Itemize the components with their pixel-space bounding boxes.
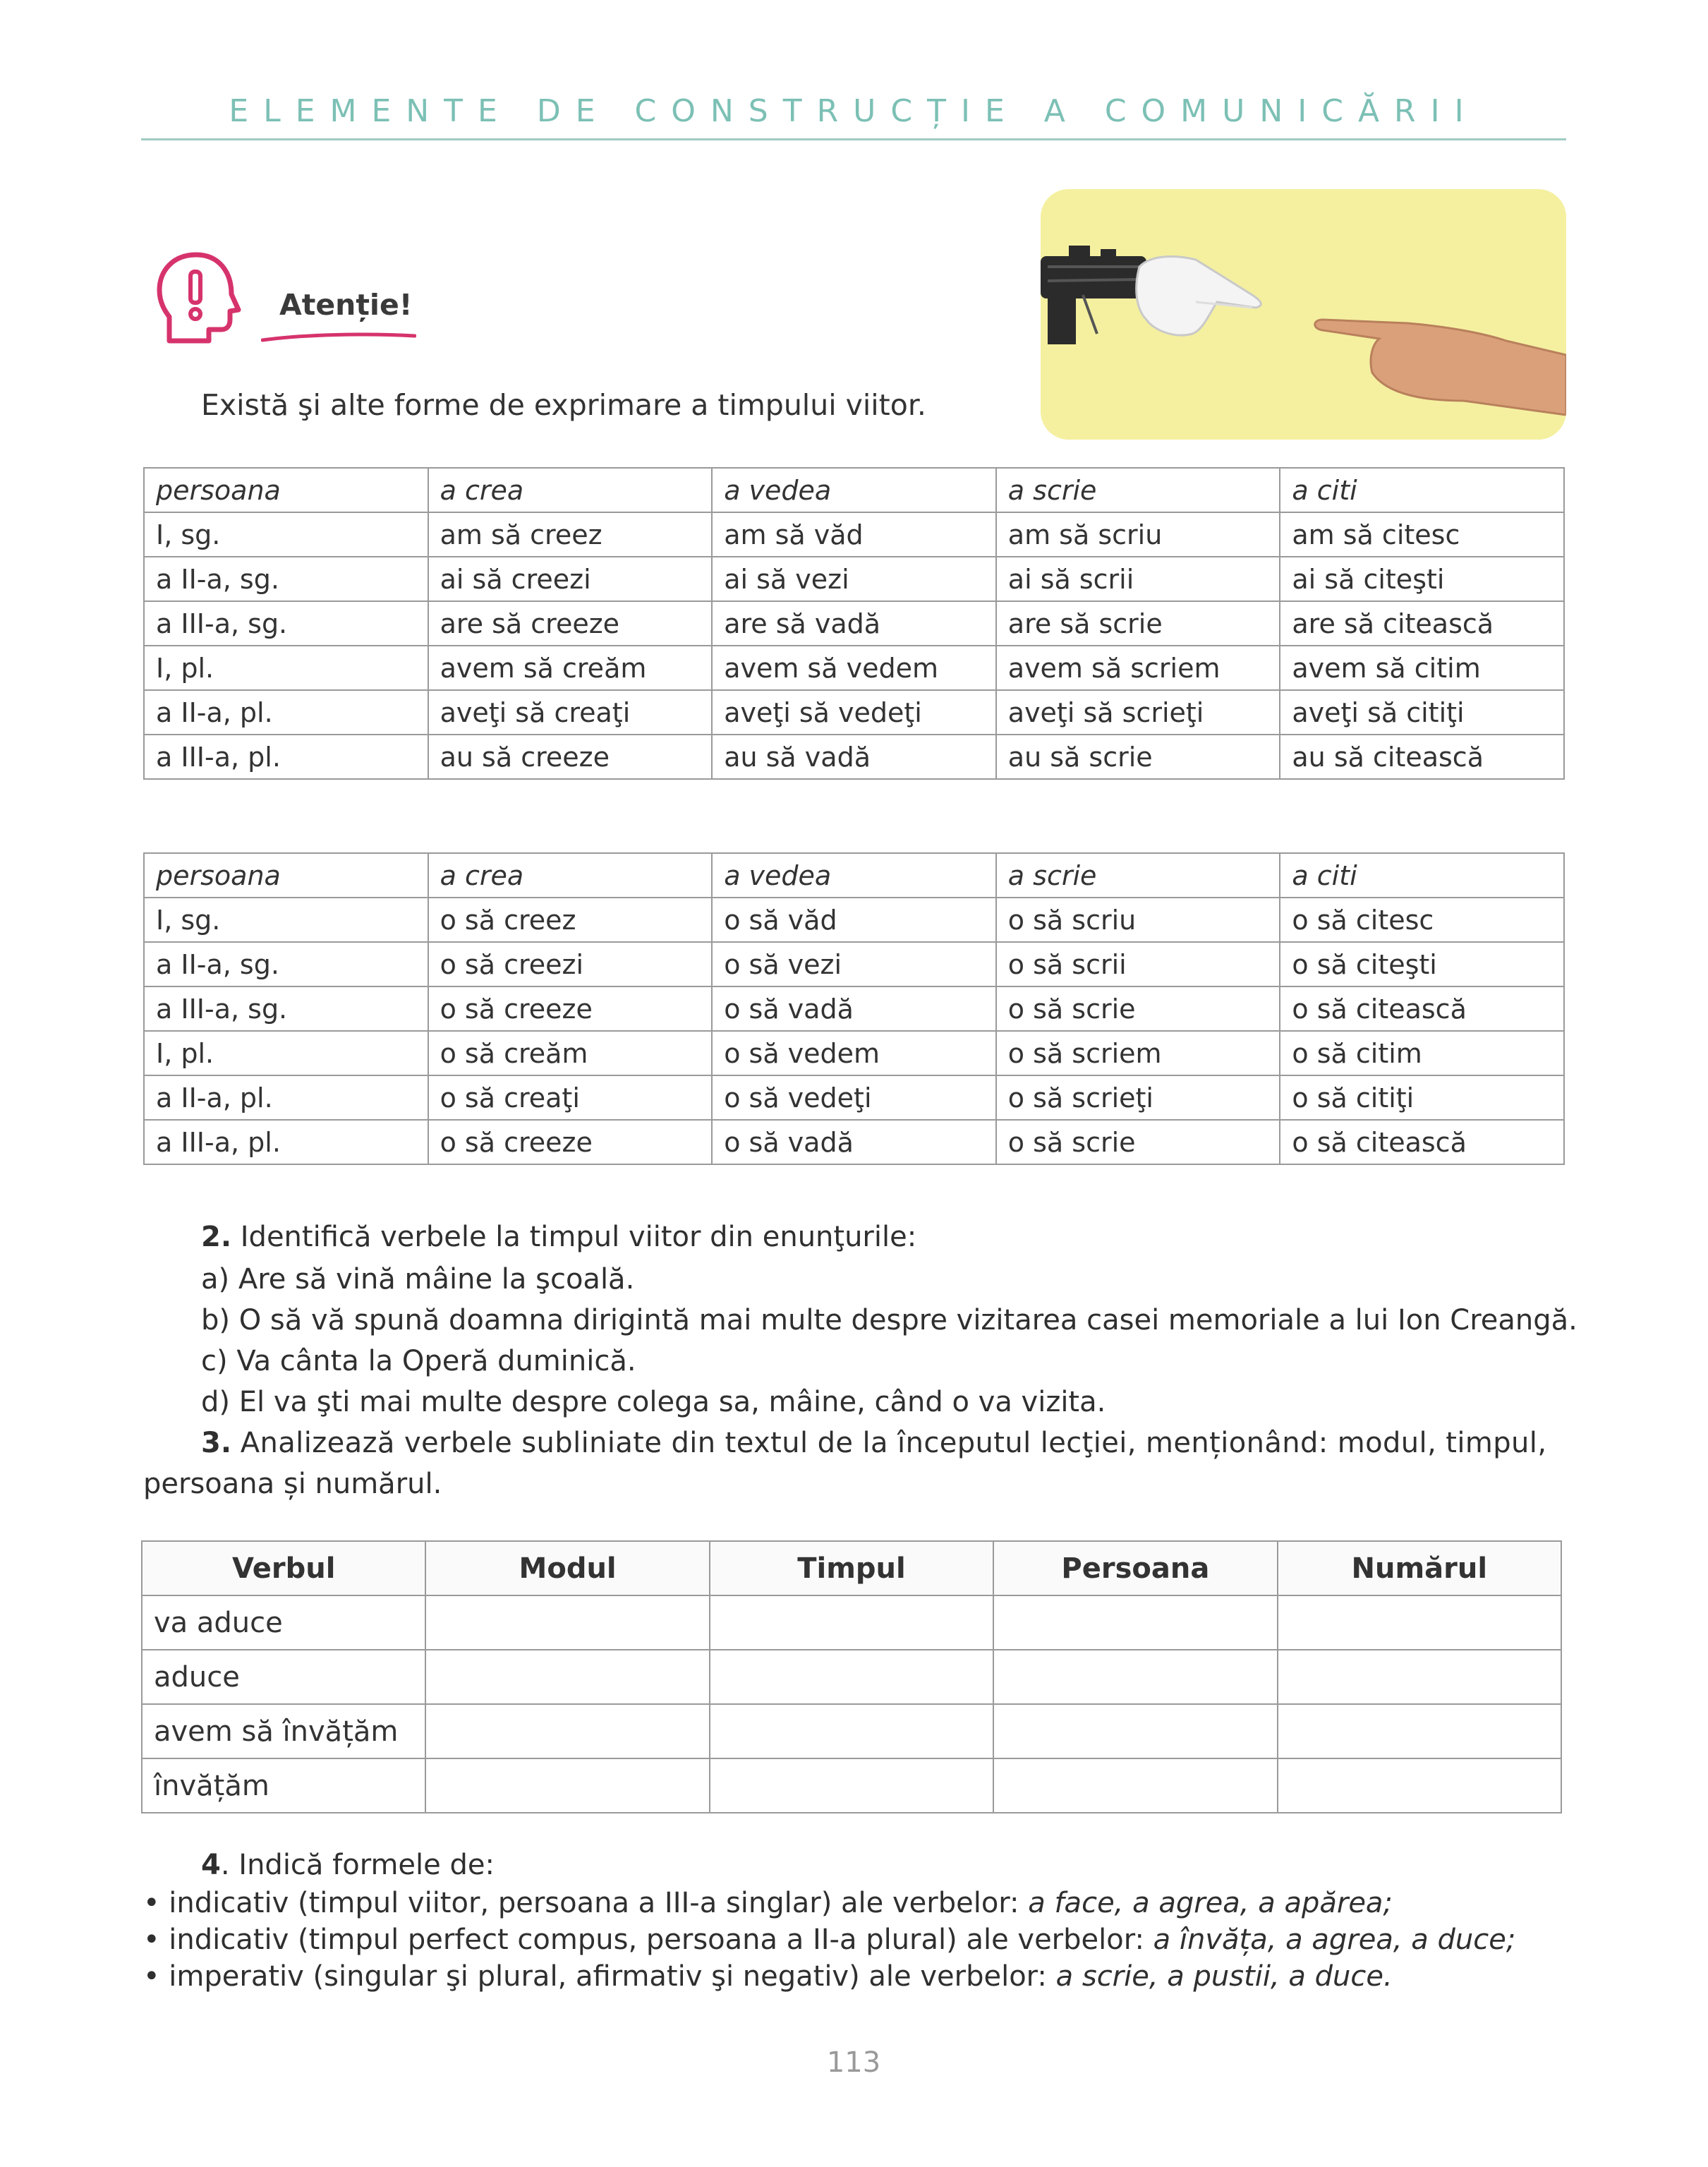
bullet-text: • indicativ (timpul perfect compus, persoana a II-a plural) ale verbelor: xyxy=(143,1924,1153,1956)
exercise-2-item-d: d) El va şti mai multe despre colega sa, mâine, când o va vizita. xyxy=(201,1386,1106,1418)
table-header-row xyxy=(144,468,1564,512)
table-header-row xyxy=(142,1541,1561,1595)
table-row xyxy=(144,601,1564,646)
table-cell: a III-a, sg. xyxy=(144,986,428,1031)
table-cell: I, pl. xyxy=(144,646,428,690)
table-cell: a II-a, pl. xyxy=(144,690,428,735)
answer-cell-tense[interactable] xyxy=(710,1704,993,1758)
table-cell: are să vadă xyxy=(712,601,996,646)
exercise-2-prompt xyxy=(201,1221,916,1253)
table-cell: a III-a, pl. xyxy=(144,1120,428,1164)
future-tense-table-avea xyxy=(143,467,1565,780)
table-cell: o să creeze xyxy=(428,986,713,1031)
table-header-cell: persoana xyxy=(144,468,428,512)
header-divider xyxy=(141,138,1566,140)
table-cell: aveţi să scrieţi xyxy=(996,690,1280,735)
bullet-verbs: a face, a agrea, a apărea; xyxy=(1028,1887,1393,1919)
table-row xyxy=(142,1758,1561,1813)
bullet-text: • imperativ (singular şi plural, afirmativ şi negativ) ale verbelor: xyxy=(143,1960,1056,1993)
table-header-cell: a vedea xyxy=(712,468,996,512)
table-header-cell: a vedea xyxy=(712,853,996,898)
table-cell: aveţi să citiţi xyxy=(1280,690,1564,735)
answer-cell-person[interactable] xyxy=(993,1650,1277,1704)
exercise-2-item-a: a) Are să vină mâine la şcoală. xyxy=(201,1263,635,1296)
table-cell: aveţi să vedeţi xyxy=(712,690,996,735)
answer-cell-number[interactable] xyxy=(1278,1595,1561,1650)
exercise-3-text-line1: Analizează verbele subliniate din textul de la începutul lecţiei, menționând: modul, timpul, xyxy=(240,1427,1547,1459)
table-header-cell: a crea xyxy=(428,853,713,898)
table-cell: a III-a, sg. xyxy=(144,601,428,646)
table-cell: am să creez xyxy=(428,512,713,557)
exercise-2-text: Identifică verbele la timpul viitor din enunţurile: xyxy=(240,1221,917,1253)
answer-cell-mode[interactable] xyxy=(425,1595,709,1650)
table-row xyxy=(144,557,1564,601)
table-cell: o să citiţi xyxy=(1280,1075,1564,1120)
table-header-cell: a citi xyxy=(1280,468,1564,512)
table-header-cell: Timpul xyxy=(710,1541,993,1595)
table-cell: o să văd xyxy=(712,898,996,942)
table-header-row xyxy=(144,853,1564,898)
table-header-cell: persoana xyxy=(144,853,428,898)
table-cell: ai să creezi xyxy=(428,557,713,601)
table-cell: o să vadă xyxy=(712,1120,996,1164)
table-row xyxy=(144,986,1564,1031)
bullet-verbs: a scrie, a pustii, a duce. xyxy=(1055,1960,1393,1993)
answer-cell-number[interactable] xyxy=(1278,1704,1561,1758)
table-cell: a II-a, sg. xyxy=(144,942,428,986)
table-cell: o să vedem xyxy=(712,1031,996,1075)
attention-underline xyxy=(261,330,416,344)
table-cell: a II-a, pl. xyxy=(144,1075,428,1120)
table-cell: au să creeze xyxy=(428,735,713,779)
table-cell: a III-a, pl. xyxy=(144,735,428,779)
exercise-4-prompt xyxy=(201,1849,495,1881)
table-row xyxy=(142,1595,1561,1650)
verb-cell: învățăm xyxy=(142,1758,425,1813)
table-cell: au să scrie xyxy=(996,735,1280,779)
table-row xyxy=(144,512,1564,557)
table-row xyxy=(144,1120,1564,1164)
verb-cell: va aduce xyxy=(142,1595,425,1650)
answer-cell-mode[interactable] xyxy=(425,1650,709,1704)
table-row xyxy=(144,942,1564,986)
table-header-cell: Numărul xyxy=(1278,1541,1561,1595)
exercise-4-bullet xyxy=(143,1887,1393,1919)
exercise-number: 4 xyxy=(201,1849,221,1881)
future-tense-table-o xyxy=(143,852,1565,1165)
table-cell: ai să scrii xyxy=(996,557,1280,601)
table-cell: avem să creăm xyxy=(428,646,713,690)
table-cell: are să scrie xyxy=(996,601,1280,646)
table-cell: o să citească xyxy=(1280,1120,1564,1164)
table-cell: o să creaţi xyxy=(428,1075,713,1120)
table-cell: o să creeze xyxy=(428,1120,713,1164)
table-header-cell: a citi xyxy=(1280,853,1564,898)
table-header-cell: Persoana xyxy=(993,1541,1277,1595)
table-cell: o să scriem xyxy=(996,1031,1280,1075)
attention-title: Atenție! xyxy=(279,288,413,322)
answer-cell-number[interactable] xyxy=(1278,1758,1561,1813)
exercise-number: 2. xyxy=(201,1221,232,1253)
table-cell: am să citesc xyxy=(1280,512,1564,557)
table-cell: are să citească xyxy=(1280,601,1564,646)
table-cell: ai să citeşti xyxy=(1280,557,1564,601)
table-cell: o să citeşti xyxy=(1280,942,1564,986)
table-cell: are să creeze xyxy=(428,601,713,646)
table-cell: am să văd xyxy=(712,512,996,557)
table-cell: I, pl. xyxy=(144,1031,428,1075)
table-cell: ai să vezi xyxy=(712,557,996,601)
answer-cell-tense[interactable] xyxy=(710,1758,993,1813)
attention-head-icon xyxy=(154,250,246,346)
table-cell: aveţi să creaţi xyxy=(428,690,713,735)
chapter-title: ELEMENTE DE CONSTRUCȚIE A COMUNICĂRII xyxy=(229,93,1479,129)
answer-cell-mode[interactable] xyxy=(425,1704,709,1758)
answer-cell-person[interactable] xyxy=(993,1704,1277,1758)
table-row xyxy=(144,646,1564,690)
exercise-number: 3. xyxy=(201,1427,232,1459)
answer-cell-person[interactable] xyxy=(993,1758,1277,1813)
table-cell: o să creezi xyxy=(428,942,713,986)
bullet-text: • indicativ (timpul viitor, persoana a III-a singlar) ale verbelor: xyxy=(143,1887,1029,1919)
table-cell: o să scrie xyxy=(996,986,1280,1031)
table-cell: o să creez xyxy=(428,898,713,942)
table-cell: o să vezi xyxy=(712,942,996,986)
table-cell: o să vedeţi xyxy=(712,1075,996,1120)
exercise-3-prompt xyxy=(201,1427,1563,1459)
table-row xyxy=(144,735,1564,779)
table-cell: a II-a, sg. xyxy=(144,557,428,601)
table-row xyxy=(144,1075,1564,1120)
table-row xyxy=(144,898,1564,942)
table-cell: o să vadă xyxy=(712,986,996,1031)
exercise-2-item-c: c) Va cânta la Operă duminică. xyxy=(201,1345,636,1377)
table-row xyxy=(144,1031,1564,1075)
table-cell: o să citească xyxy=(1280,986,1564,1031)
table-cell: o să citesc xyxy=(1280,898,1564,942)
table-header-cell: Modul xyxy=(425,1541,709,1595)
table-header-cell: a scrie xyxy=(996,853,1280,898)
table-row xyxy=(142,1650,1561,1704)
table-cell: o să scrieţi xyxy=(996,1075,1280,1120)
answer-cell-person[interactable] xyxy=(993,1595,1277,1650)
answer-cell-tense[interactable] xyxy=(710,1650,993,1704)
table-cell: avem să vedem xyxy=(712,646,996,690)
exercise-4-bullet xyxy=(143,1960,1393,1993)
table-cell: am să scriu xyxy=(996,512,1280,557)
bullet-verbs: a învăța, a agrea, a duce; xyxy=(1153,1924,1516,1956)
table-cell: avem să scriem xyxy=(996,646,1280,690)
table-cell: o să scrii xyxy=(996,942,1280,986)
answer-cell-mode[interactable] xyxy=(425,1758,709,1813)
exercise-4-bullet xyxy=(143,1924,1515,1956)
table-header-cell: Verbul xyxy=(142,1541,425,1595)
table-cell: au să citească xyxy=(1280,735,1564,779)
table-row xyxy=(144,690,1564,735)
exercise-2-item-b: b) O să vă spună doamna dirigintă mai multe despre vizitarea casei memoriale a lui Ion Creangă. xyxy=(201,1304,1577,1336)
table-row xyxy=(142,1704,1561,1758)
table-header-cell: a scrie xyxy=(996,468,1280,512)
table-cell: o să citim xyxy=(1280,1031,1564,1075)
verb-cell: aduce xyxy=(142,1650,425,1704)
answer-cell-number[interactable] xyxy=(1278,1650,1561,1704)
attention-text: Există şi alte forme de exprimare a timpului viitor. xyxy=(201,388,926,422)
verb-analysis-table xyxy=(141,1540,1562,1813)
table-cell: au să vadă xyxy=(712,735,996,779)
answer-cell-tense[interactable] xyxy=(710,1595,993,1650)
exercise-3-text-line2: persoana și numărul. xyxy=(143,1468,442,1500)
verb-cell: avem să învățăm xyxy=(142,1704,425,1758)
table-cell: o să scrie xyxy=(996,1120,1280,1164)
exercise-4-text: . Indică formele de: xyxy=(220,1849,495,1881)
table-cell: avem să citim xyxy=(1280,646,1564,690)
table-cell: o să scriu xyxy=(996,898,1280,942)
page-number: 113 xyxy=(826,2046,881,2079)
robot-human-hands-image xyxy=(1041,189,1566,440)
table-cell: I, sg. xyxy=(144,898,428,942)
table-header-cell: a crea xyxy=(428,468,713,512)
table-cell: I, sg. xyxy=(144,512,428,557)
table-cell: o să creăm xyxy=(428,1031,713,1075)
